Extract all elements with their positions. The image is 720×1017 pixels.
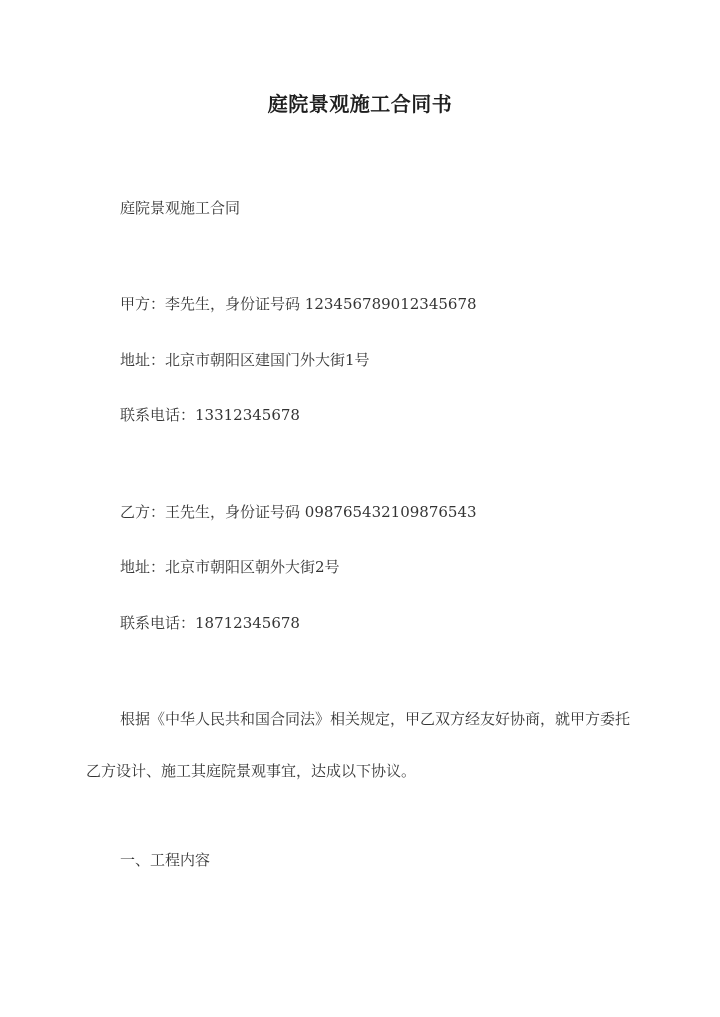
contract-subtitle: 庭院景观施工合同: [120, 199, 241, 217]
document-title: 庭院景观施工合同书: [267, 92, 453, 116]
section-heading-work-content: 一、工程内容: [120, 851, 211, 869]
party-a-identity: 甲方：李先生，身份证号码 123456789012345678: [120, 295, 477, 313]
party-b-address: 地址：北京市朝阳区朝外大街2号: [120, 558, 340, 576]
party-a-address: 地址：北京市朝阳区建国门外大街1号: [120, 351, 370, 369]
party-a-phone: 联系电话：13312345678: [120, 406, 300, 424]
preamble-paragraph: 根据《中华人民共和国合同法》相关规定，甲乙双方经友好协商，就甲方委托乙方设计、施工其庭院景观事宜，达成以下协议。: [86, 710, 631, 780]
party-b-identity: 乙方：王先生，身份证号码 098765432109876543: [120, 503, 477, 521]
party-b-phone: 联系电话：18712345678: [120, 614, 300, 632]
